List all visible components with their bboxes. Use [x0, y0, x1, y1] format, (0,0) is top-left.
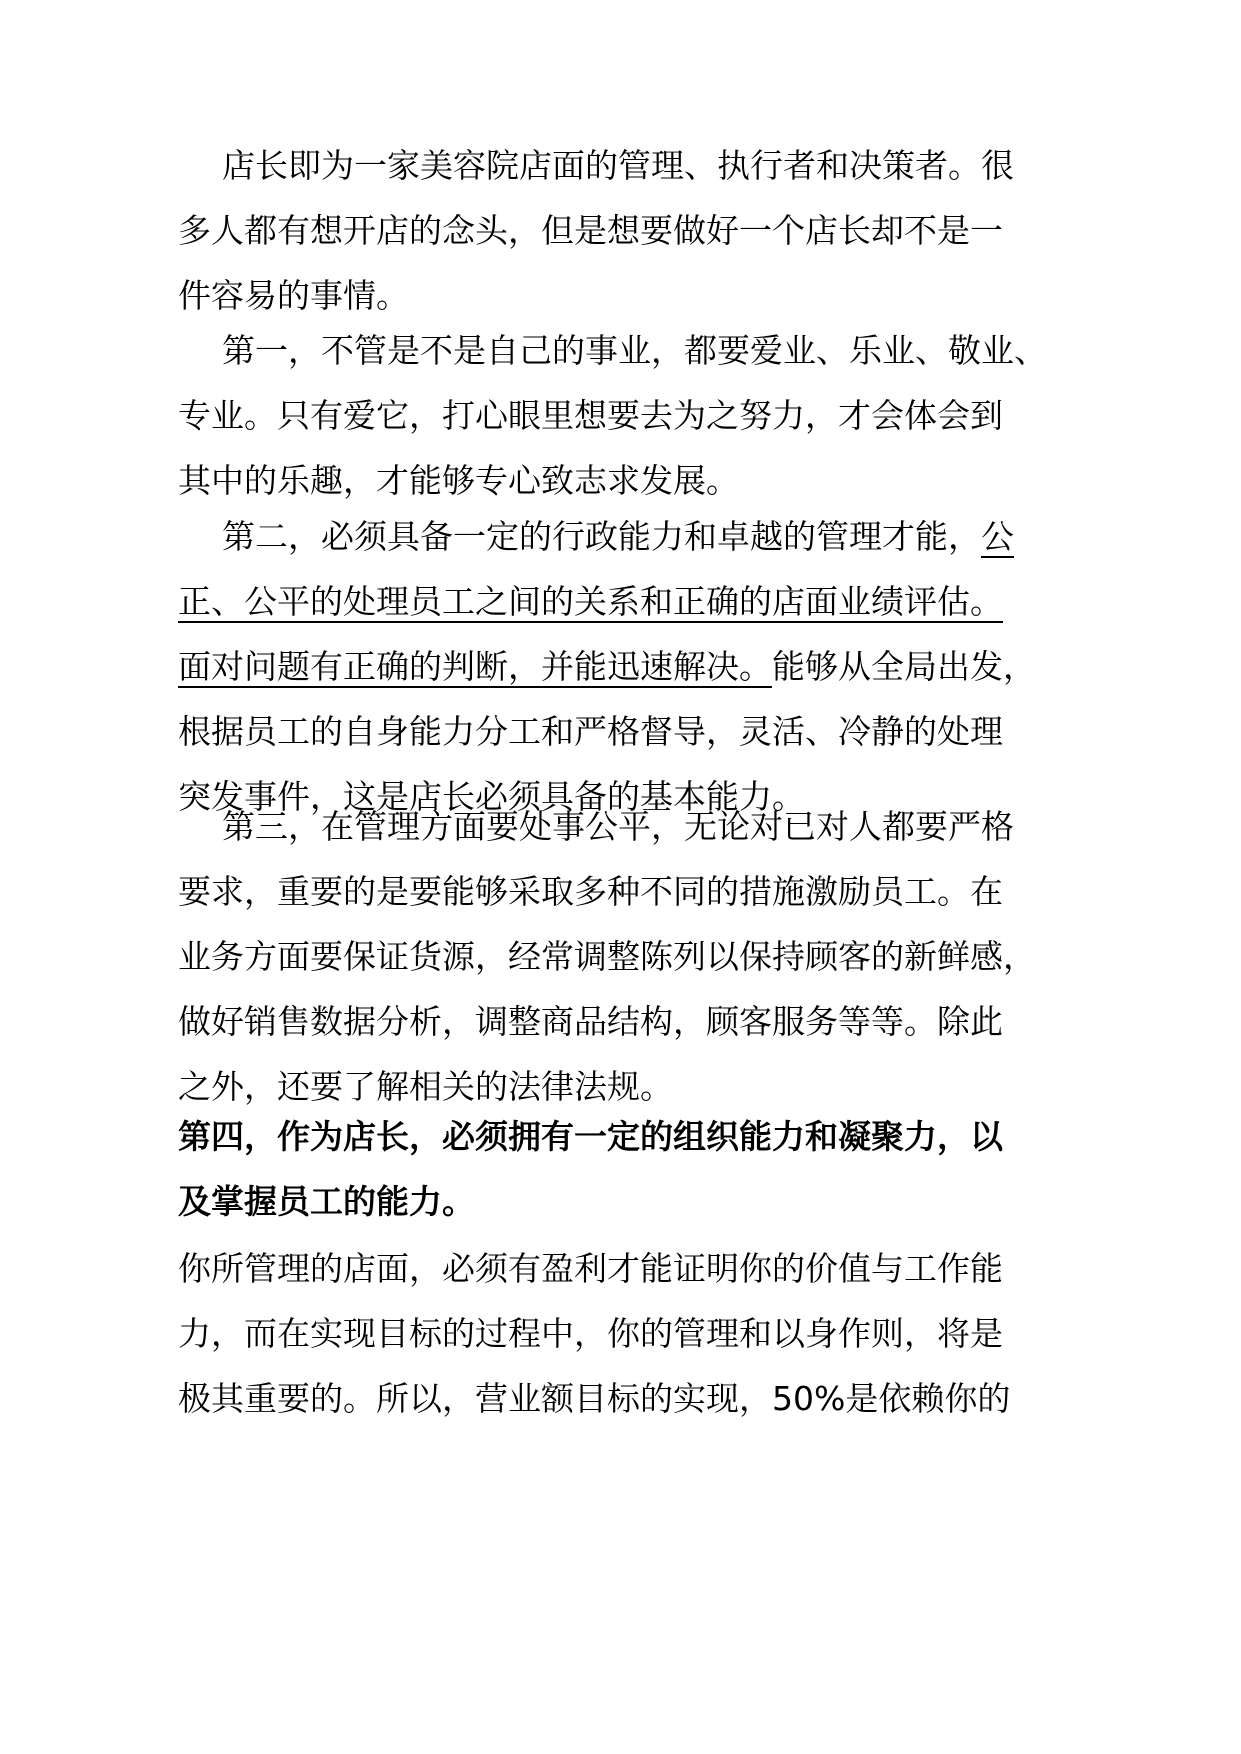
text-line: 第三，在管理方面要处事公平，无论对已对人都要严格: [222, 807, 1014, 846]
text-line: 及掌握员工的能力。: [178, 1182, 475, 1221]
text-line: 第一，不管是不是自己的事业，都要爱业、乐业、敬业、: [222, 331, 1047, 370]
text-line: 做好销售数据分析，调整商品结构，顾客服务等等。除此: [178, 1002, 1003, 1041]
text-line: 根据员工的自身能力分工和严格督导，灵活、冷静的处理: [178, 712, 1003, 751]
paragraph-third: [178, 794, 1038, 1119]
paragraph-fourth-heading: [178, 1104, 1038, 1234]
text-line: [178, 504, 1038, 569]
text-line: 你所管理的店面，必须有盈利才能证明你的价值与工作能: [178, 1249, 1003, 1288]
underlined-text: 正、公平的处理员工之间的关系和正确的店面业绩评估。: [178, 582, 1003, 621]
text-line: [178, 634, 1038, 699]
text-line: 第四，作为店长，必须拥有一定的组织能力和凝聚力，以: [178, 1117, 1003, 1156]
underlined-text: 面对问题有正确的判断，并能迅速解决。: [178, 647, 772, 686]
paragraph-fourth-body: [178, 1236, 1038, 1431]
text-line: 极其重要的。所以，营业额目标的实现，50%是依赖你的: [178, 1379, 1011, 1418]
text-line: [178, 569, 1038, 634]
text-line: 店长即为一家美容院店面的管理、执行者和决策者。很: [222, 146, 1014, 185]
text-line: 力，而在实现目标的过程中，你的管理和以身作则，将是: [178, 1314, 1003, 1353]
paragraph-first: [178, 318, 1047, 513]
text-line: 其中的乐趣，才能够专心致志求发展。: [178, 461, 739, 500]
text-line: 之外，还要了解相关的法律法规。: [178, 1067, 673, 1106]
paragraph-intro: [178, 133, 1038, 328]
text-line: 专业。只有爱它，打心眼里想要去为之努力，才会体会到: [178, 396, 1003, 435]
text-line: 突发事件，这是店长必须具备的基本能力。: [178, 777, 805, 816]
text-line: 多人都有想开店的念头，但是想要做好一个店长却不是一: [178, 211, 1003, 250]
text-line: 件容易的事情。: [178, 276, 409, 315]
text-run: 能够从全局出发，: [772, 647, 1036, 686]
paragraph-second: [178, 504, 1038, 829]
text-run: 第二，必须具备一定的行政能力和卓越的管理才能，: [222, 517, 981, 556]
underlined-text: 公: [981, 517, 1014, 556]
text-line: 业务方面要保证货源，经常调整陈列以保持顾客的新鲜感，: [178, 937, 1036, 976]
text-line: 要求，重要的是要能够采取多种不同的措施激励员工。在: [178, 872, 1003, 911]
